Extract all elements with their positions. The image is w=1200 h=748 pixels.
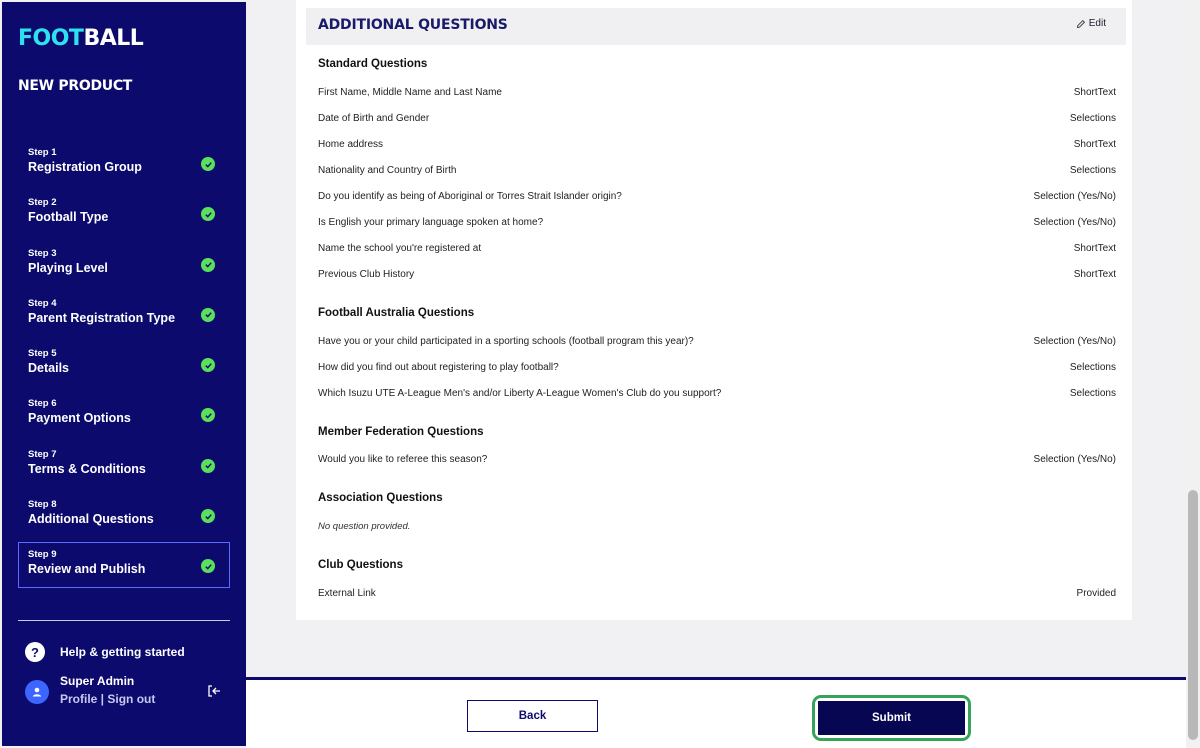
card-title: ADDITIONAL QUESTIONS (318, 17, 508, 33)
user-name: Super Admin (60, 674, 135, 688)
edit-label: Edit (1088, 18, 1106, 29)
logout-icon[interactable] (207, 684, 221, 698)
card-header (306, 8, 1126, 45)
question-row: Name the school you're registered at ShortText (318, 243, 1116, 254)
question-row: Which Isuzu UTE A-League Men's and/or Liberty A-League Women's Club do you support? Selections (318, 388, 1116, 399)
step-label: Review and Publish (28, 562, 146, 577)
step-number: Step 2 (28, 197, 57, 209)
questions-card (296, 0, 1132, 620)
step-label: Details (28, 361, 69, 376)
question-row: Previous Club History ShortText (318, 269, 1116, 280)
section-title-member-federation: Member Federation Questions (318, 426, 484, 438)
submit-button[interactable]: Submit (818, 701, 965, 735)
step-1[interactable] (18, 140, 230, 186)
step-label: Parent Registration Type (28, 310, 176, 325)
section-title-football-australia: Football Australia Questions (318, 307, 475, 319)
question-row: First Name, Middle Name and Last Name ShortText (318, 87, 1116, 98)
edit-button[interactable] (1076, 18, 1106, 29)
step-number: Step 3 (28, 247, 57, 259)
question-row: Is English your primary language spoken at home? Selection (Yes/No) (318, 217, 1116, 228)
sidebar-heading: NEW PRODUCT (18, 78, 133, 94)
help-link[interactable] (25, 642, 185, 662)
check-icon (201, 459, 215, 473)
sidebar (2, 2, 246, 746)
question-icon: ? (25, 642, 45, 662)
user-panel (25, 674, 225, 710)
question-row: External Link Provided (318, 588, 1116, 599)
check-icon (201, 308, 215, 322)
scrollbar[interactable] (1186, 0, 1200, 748)
step-label: Playing Level (28, 260, 108, 275)
main-content (246, 0, 1186, 748)
profile-signout-links[interactable]: Profile | Sign out (60, 692, 156, 706)
step-6[interactable] (18, 391, 230, 437)
sidebar-divider (18, 620, 230, 621)
empty-message: No question provided. (318, 521, 411, 532)
question-row: Home address ShortText (318, 139, 1116, 150)
step-4[interactable] (18, 291, 230, 337)
question-row: Date of Birth and Gender Selections (318, 113, 1116, 124)
step-number: Step 5 (28, 348, 57, 360)
question-row: Do you identify as being of Aboriginal or Torres Strait Islander origin? Selection (Yes/No) (318, 191, 1116, 202)
step-label: Football Type (28, 210, 109, 225)
step-number: Step 6 (28, 398, 57, 410)
question-row: Nationality and Country of Birth Selections (318, 165, 1116, 176)
step-label: Payment Options (28, 411, 131, 426)
step-7[interactable] (18, 442, 230, 488)
check-icon (201, 157, 215, 171)
section-title-standard: Standard Questions (318, 58, 428, 70)
step-9[interactable] (18, 542, 230, 588)
step-label: Additional Questions (28, 512, 154, 527)
check-icon (201, 509, 215, 523)
question-row: Would you like to referee this season? Selection (Yes/No) (318, 454, 1116, 465)
step-number: Step 8 (28, 499, 57, 511)
back-button[interactable]: Back (467, 700, 598, 732)
step-2[interactable] (18, 190, 230, 236)
scrollbar-thumb[interactable] (1188, 490, 1198, 740)
step-8[interactable] (18, 492, 230, 538)
pencil-icon (1076, 19, 1086, 29)
question-row: Have you or your child participated in a sporting schools (football program this year)? Selection (Yes/No) (318, 336, 1116, 347)
step-label: Registration Group (28, 160, 142, 174)
step-3[interactable] (18, 241, 230, 287)
user-avatar-icon (25, 680, 49, 704)
section-title-club: Club Questions (318, 559, 403, 571)
step-number: Step 1 (28, 147, 57, 158)
footer-bar (246, 677, 1186, 748)
step-list (18, 140, 230, 593)
question-row: How did you find out about registering to play football? Selections (318, 362, 1116, 373)
help-label: Help & getting started (60, 645, 185, 659)
submit-highlight (812, 695, 971, 741)
step-5[interactable] (18, 341, 230, 387)
check-icon (201, 258, 215, 272)
step-label: Terms & Conditions (28, 461, 146, 476)
step-number: Step 9 (28, 549, 57, 561)
section-title-association: Association Questions (318, 492, 443, 504)
step-number: Step 7 (28, 448, 57, 460)
step-number: Step 4 (28, 297, 57, 309)
brand-logo[interactable]: FOOTBALL (18, 26, 144, 51)
